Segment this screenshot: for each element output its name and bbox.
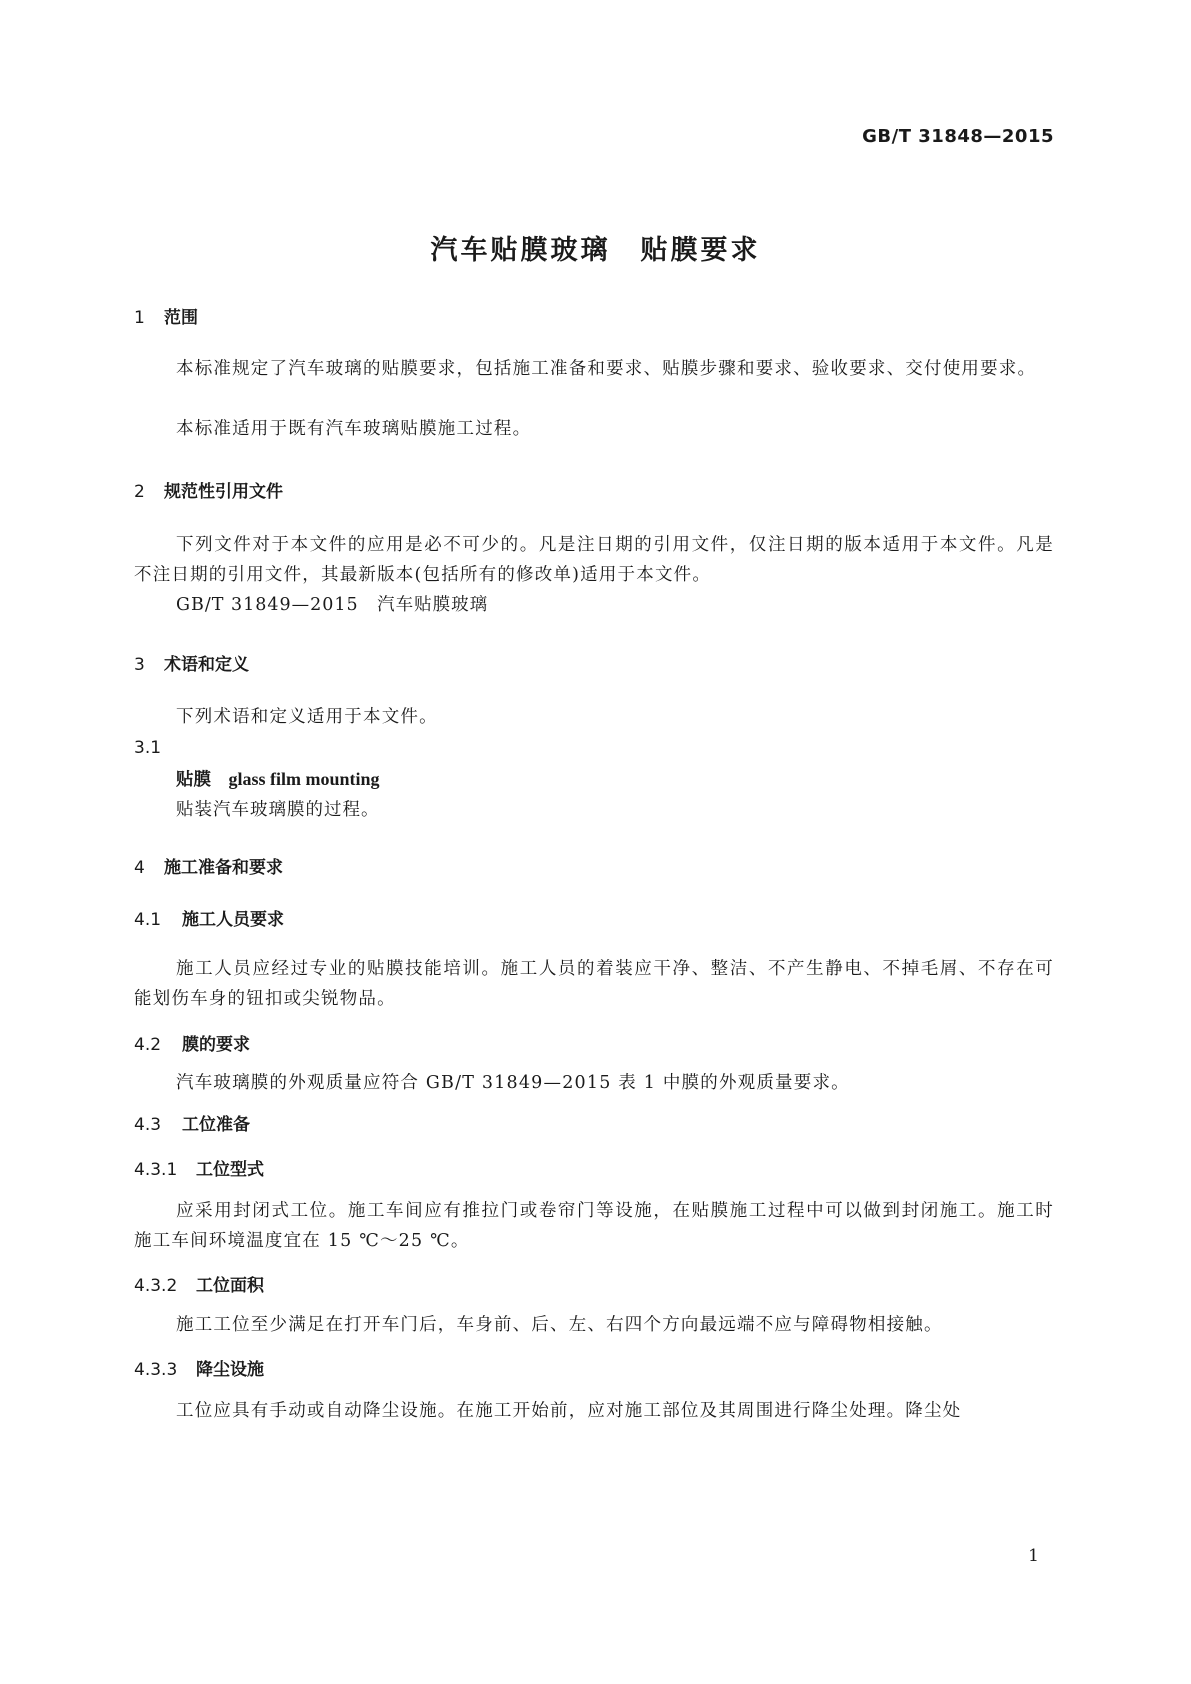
section-title: 规范性引用文件 bbox=[164, 482, 283, 502]
section-3-heading bbox=[134, 650, 249, 675]
section-title: 范围 bbox=[164, 308, 198, 328]
section-4-2-paragraph-1: 汽车玻璃膜的外观质量应符合 GB/T 31849—2015 表 1 中膜的外观质量要求。 bbox=[176, 1073, 850, 1093]
section-4-3-1-paragraph-1: 应采用封闭式工位。施工车间应有推拉门或卷帘门等设施，在贴膜施工过程中可以做到封闭施工。施工时施工车间环境温度宜在 15 ℃～25 ℃。 bbox=[134, 1201, 1054, 1251]
document-title: 汽车贴膜玻璃 贴膜要求 bbox=[430, 235, 761, 266]
section-title: 术语和定义 bbox=[164, 655, 249, 675]
section-number: 4.3 bbox=[134, 1115, 162, 1135]
section-4-3-heading bbox=[134, 1110, 250, 1135]
section-4-heading bbox=[134, 853, 283, 878]
section-number: 4.1 bbox=[134, 910, 162, 930]
section-number: 4.3.3 bbox=[134, 1360, 178, 1380]
section-1-heading bbox=[134, 303, 198, 328]
section-4-3-2-heading bbox=[134, 1271, 264, 1296]
section-4-3-3-heading bbox=[134, 1355, 264, 1380]
standard-code: GB/T 31848—2015 bbox=[862, 126, 1054, 147]
section-1-paragraph-1: 本标准规定了汽车玻璃的贴膜要求，包括施工准备和要求、贴膜步骤和要求、验收要求、交付使用要求。 bbox=[176, 359, 1037, 379]
section-4-3-1-heading bbox=[134, 1155, 264, 1180]
section-number: 1 bbox=[134, 308, 145, 328]
section-title: 施工人员要求 bbox=[182, 910, 284, 930]
section-1-paragraph-2: 本标准适用于既有汽车玻璃贴膜施工过程。 bbox=[176, 419, 532, 439]
section-4-1-heading bbox=[134, 905, 284, 930]
section-title: 膜的要求 bbox=[182, 1035, 250, 1055]
section-title: 工位型式 bbox=[196, 1160, 264, 1180]
term-chinese: 贴膜 bbox=[176, 770, 211, 790]
normative-reference: GB/T 31849—2015 汽车贴膜玻璃 bbox=[176, 595, 489, 615]
section-2-paragraph-1: 下列文件对于本文件的应用是必不可少的。凡是注日期的引用文件，仅注日期的版本适用于本文件。凡是不注日期的引用文件，其最新版本(包括所有的修改单)适用于本文件。 bbox=[134, 535, 1054, 585]
section-number: 2 bbox=[134, 482, 145, 502]
section-2-heading bbox=[134, 477, 283, 502]
section-title: 工位准备 bbox=[182, 1115, 250, 1135]
term-definition: 贴装汽车玻璃膜的过程。 bbox=[176, 800, 380, 820]
section-4-3-3-paragraph-1: 工位应具有手动或自动降尘设施。在施工开始前，应对施工部位及其周围进行降尘处理。降尘处 bbox=[176, 1401, 962, 1421]
section-3-paragraph-1: 下列术语和定义适用于本文件。 bbox=[176, 707, 438, 727]
section-number: 4.3.1 bbox=[134, 1160, 178, 1180]
section-number: 4 bbox=[134, 858, 145, 878]
section-4-2-heading bbox=[134, 1030, 250, 1055]
section-title: 降尘设施 bbox=[196, 1360, 264, 1380]
term-number: 3.1 bbox=[134, 738, 162, 758]
term-english: glass film mounting bbox=[228, 769, 380, 789]
section-title: 工位面积 bbox=[196, 1276, 264, 1296]
section-number: 3 bbox=[134, 655, 145, 675]
section-number: 4.3.2 bbox=[134, 1276, 178, 1296]
page-number: 1 bbox=[1028, 1546, 1039, 1566]
section-4-1-paragraph-1: 施工人员应经过专业的贴膜技能培训。施工人员的着装应干净、整洁、不产生静电、不掉毛屑、不存在可能划伤车身的钮扣或尖锐物品。 bbox=[134, 959, 1054, 1009]
term-entry bbox=[176, 766, 380, 791]
section-title: 施工准备和要求 bbox=[164, 858, 283, 878]
section-number: 4.2 bbox=[134, 1035, 162, 1055]
section-4-3-2-paragraph-1: 施工工位至少满足在打开车门后，车身前、后、左、右四个方向最远端不应与障碍物相接触。 bbox=[176, 1315, 943, 1335]
